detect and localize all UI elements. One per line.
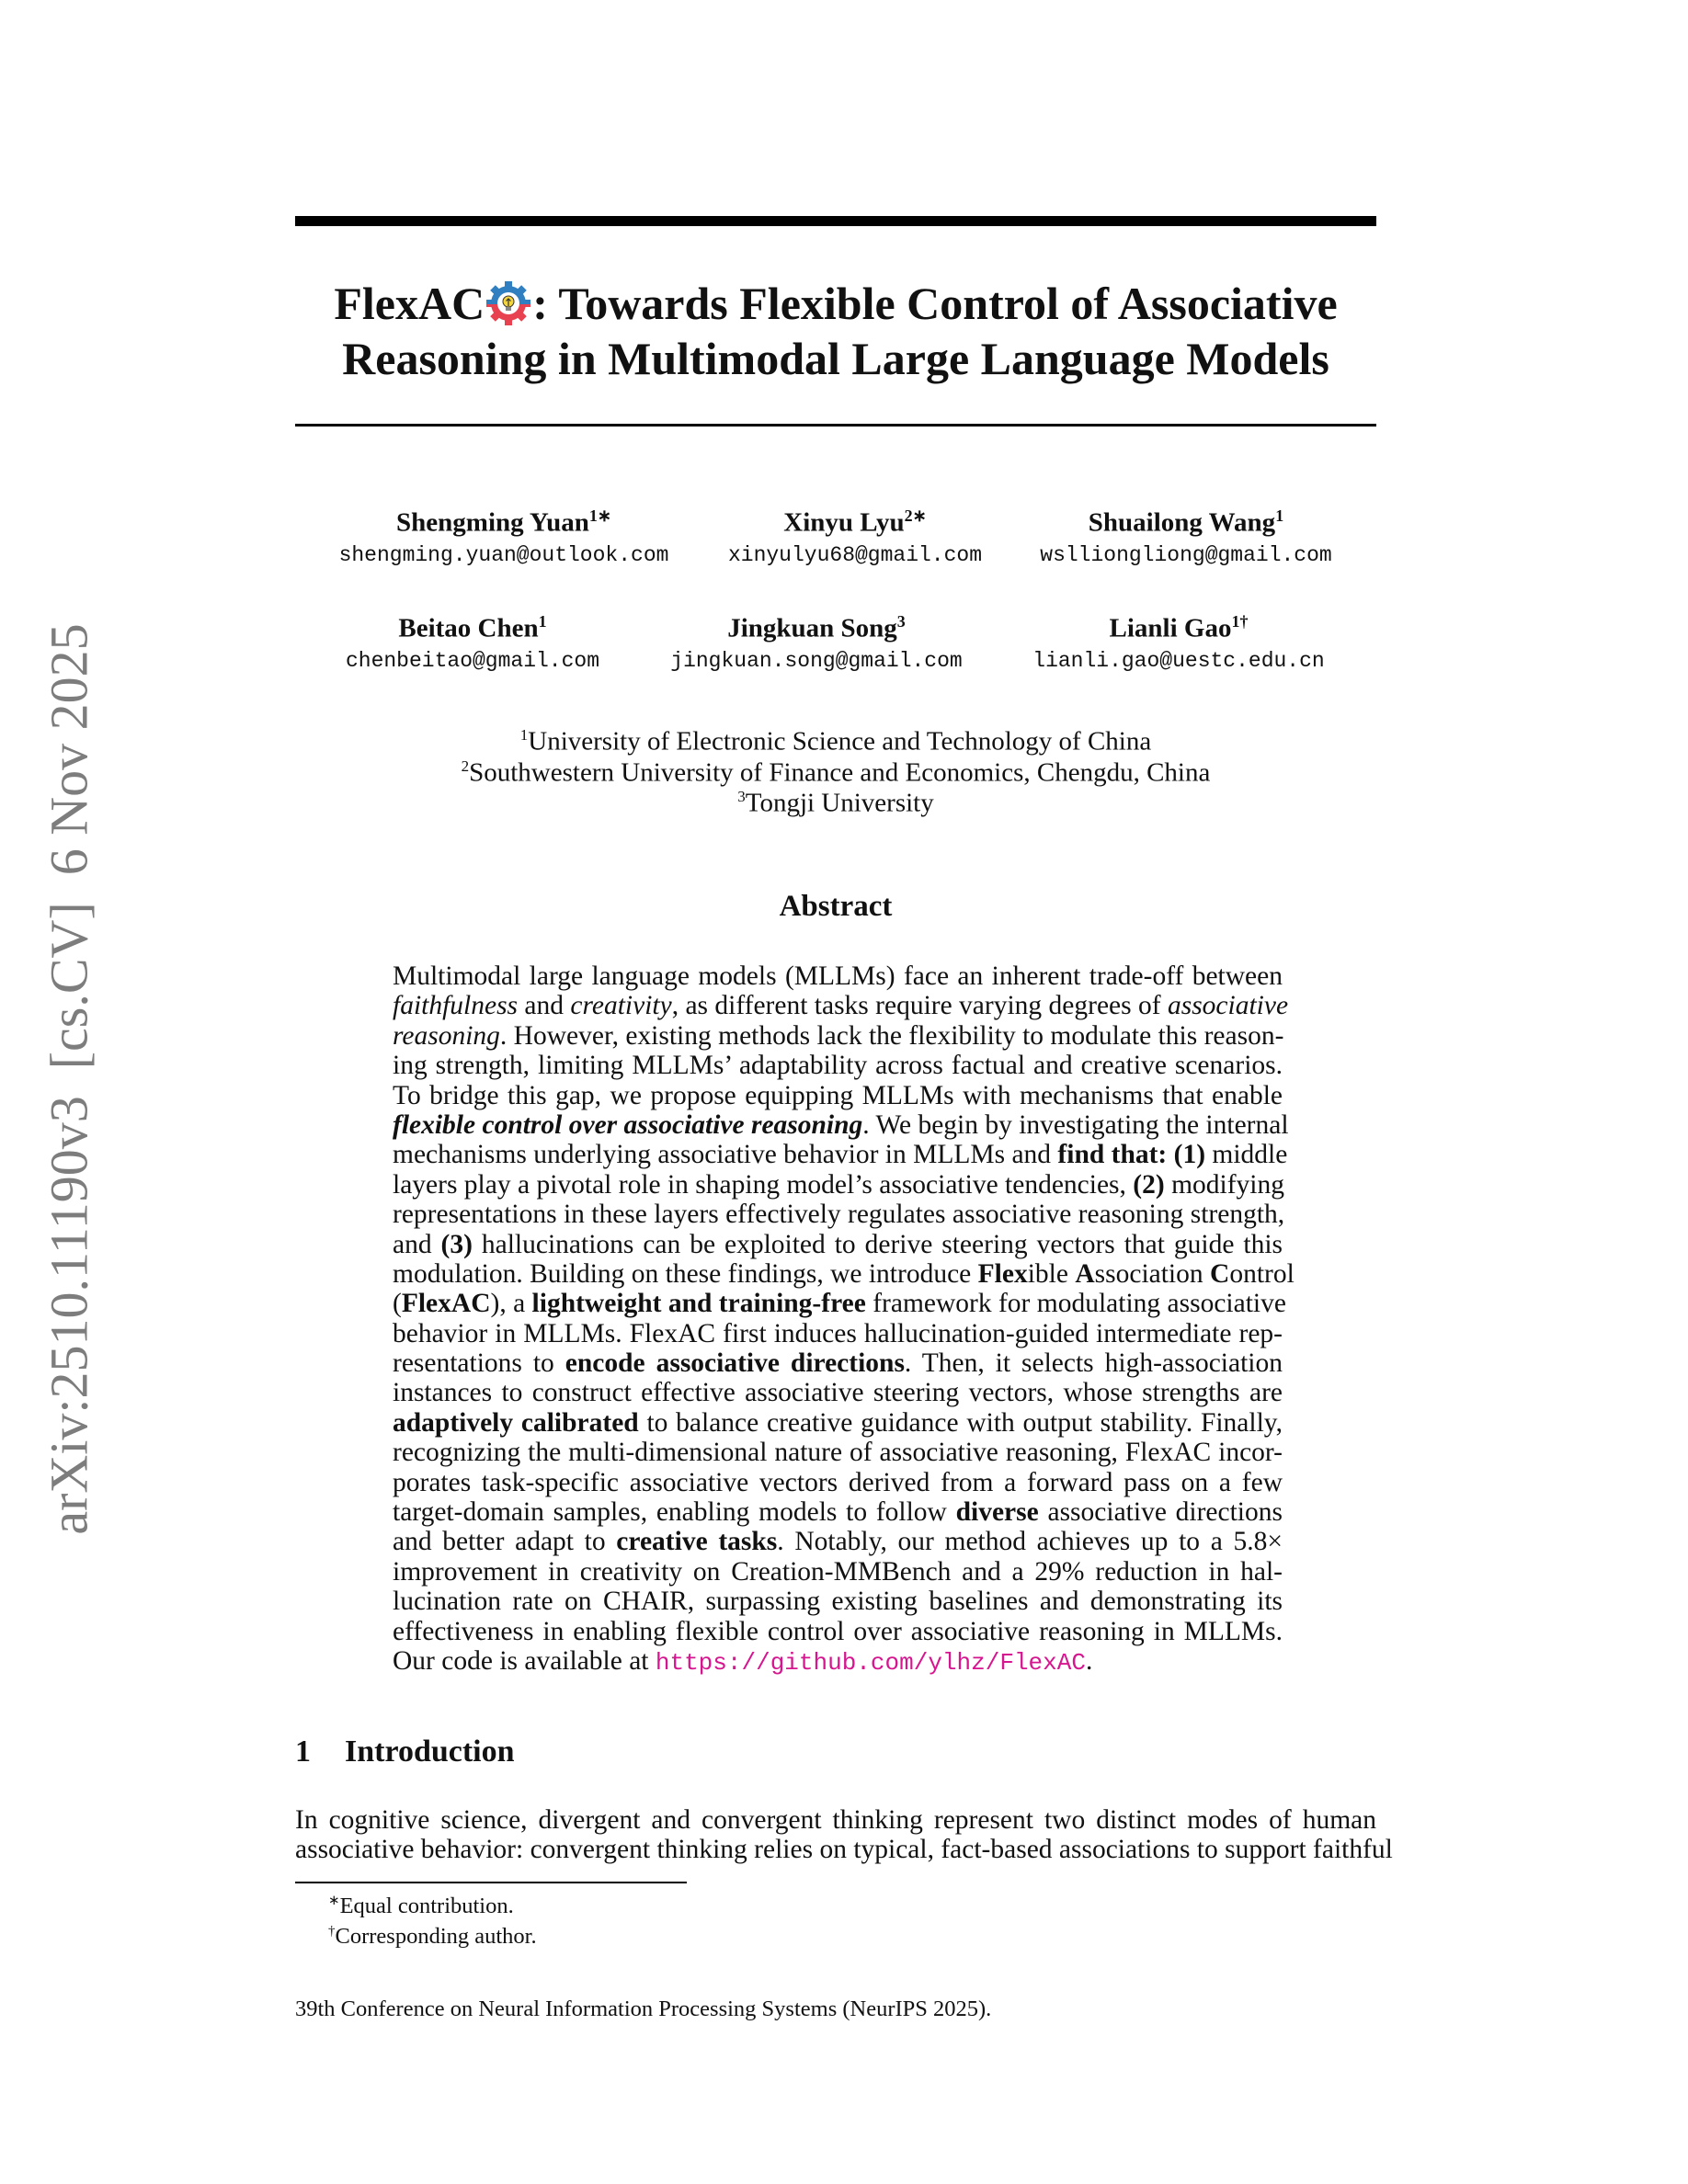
title-line-2: Reasoning in Multimodal Large Language Models	[342, 333, 1329, 384]
footnote	[328, 1917, 537, 1951]
author-name	[986, 606, 1372, 644]
affiliation	[295, 781, 1376, 819]
abstract-body	[393, 961, 1295, 1677]
author-email[interactable]: xinyulyu68@gmail.com	[727, 542, 983, 567]
gear-lightbulb-icon	[485, 280, 531, 326]
section-title: Introduction	[345, 1735, 515, 1769]
author-name-text: Xinyu Lyu	[783, 507, 905, 538]
abstract-text: associative	[1167, 991, 1289, 1021]
author-name-text: Beitao Chen	[398, 613, 539, 643]
abstract-text: and	[393, 1229, 441, 1259]
title-prefix: FlexAC	[334, 278, 485, 329]
author-affiliation-marker: 1	[538, 612, 547, 631]
abstract-line	[393, 1319, 1283, 1348]
abstract-text: . However, existing methods lack the flexibility to modulate this reason-	[499, 1020, 1284, 1051]
abstract-text: diverse	[955, 1497, 1039, 1528]
author-name	[311, 500, 697, 539]
author-name-text: Lianli Gao	[1109, 613, 1232, 643]
abstract-text: C	[1210, 1258, 1230, 1289]
intro-line: associative behavior: convergent thinking relies on typical, fact-based associations to support faithful	[295, 1835, 1393, 1865]
abstract-line	[393, 1497, 1283, 1527]
abstract-line	[393, 1587, 1283, 1616]
abstract-line	[393, 1646, 1283, 1676]
abstract-text: behavior in MLLMs. FlexAC first induces hallucination-guided intermediate rep-	[393, 1318, 1283, 1348]
section-number: 1	[295, 1735, 311, 1769]
abstract-text: (	[393, 1289, 402, 1319]
abstract-text: ontrol	[1229, 1258, 1295, 1289]
abstract-text: ), a	[490, 1289, 532, 1319]
author-email[interactable]: chenbeitao@gmail.com	[345, 648, 600, 673]
abstract-text: (2)	[1133, 1169, 1165, 1200]
author-email[interactable]: lianli.gao@uestc.edu.cn	[1032, 648, 1325, 673]
author-affiliation-marker: 2∗	[904, 506, 927, 525]
abstract-line	[393, 1408, 1283, 1438]
title-line-1	[295, 276, 1376, 331]
abstract-line	[393, 1200, 1283, 1229]
abstract-line	[393, 1258, 1295, 1289]
abstract-text: adaptively calibrated	[393, 1407, 639, 1438]
code-link[interactable]: https://github.com/ylhz/FlexAC	[655, 1648, 1086, 1677]
abstract-text: ible	[1027, 1258, 1076, 1289]
abstract-line	[393, 1140, 1288, 1170]
abstract-line	[393, 1109, 1289, 1140]
title-bottom-rule	[295, 424, 1376, 427]
author-name-text: Jingkuan Song	[727, 613, 897, 643]
arxiv-stamp: arXiv:2510.11190v3 [cs.CV] 6 Nov 2025	[39, 623, 99, 1535]
author-name-text: Shuailong Wang	[1088, 507, 1276, 538]
abstract-text: To bridge this gap, we propose equipping MLLMs with mechanisms that enable	[393, 1080, 1283, 1110]
abstract-text: . We begin by investigating the internal	[862, 1109, 1289, 1140]
abstract-text: porates task-specific associative vectors derived from a forward pass on a few	[393, 1467, 1283, 1497]
abstract-line	[393, 1348, 1283, 1378]
abstract-line	[393, 991, 1289, 1021]
abstract-line	[393, 1468, 1283, 1497]
footnote-text: Corresponding author.	[335, 1924, 537, 1950]
abstract-line	[393, 1230, 1283, 1259]
title-top-rule	[295, 216, 1376, 226]
abstract-line	[393, 1557, 1283, 1587]
abstract-text: encode associative directions	[565, 1348, 905, 1379]
abstract-line	[393, 1617, 1283, 1646]
abstract-line	[393, 1527, 1283, 1556]
abstract-text: Our code is available at	[393, 1645, 656, 1676]
abstract-text: instances to construct effective associative steering vectors, whose strengths are	[393, 1378, 1283, 1408]
abstract-line	[393, 1378, 1283, 1407]
footnote-text: Equal contribution.	[339, 1894, 514, 1919]
author-email[interactable]: shengming.yuan@outlook.com	[338, 542, 669, 567]
footnote-marker: †	[328, 1924, 336, 1939]
abstract-text: effectiveness in enabling flexible control over associative reasoning in MLLMs.	[393, 1616, 1283, 1646]
author-name-text: Shengming Yuan	[396, 507, 589, 538]
abstract-text: . Notably, our method achieves up to a 5.8×	[777, 1527, 1283, 1557]
abstract-text: . Then, it selects high-association	[904, 1348, 1283, 1379]
author-block	[662, 500, 1048, 571]
abstract-text: and better adapt to	[393, 1527, 617, 1557]
abstract-text: modulation. Building on these findings, we introduce	[393, 1258, 978, 1289]
title-suffix: : Towards Flexible Control of Associative	[532, 278, 1338, 329]
abstract-text: modifying	[1164, 1169, 1284, 1200]
abstract-text: Flex	[977, 1258, 1028, 1289]
abstract-heading: Abstract	[779, 890, 893, 923]
intro-paragraph	[295, 1805, 1393, 1865]
abstract-text: layers play a pivotal role in shaping model’s associative tendencies,	[393, 1169, 1134, 1200]
author-email[interactable]: jingkuan.song@gmail.com	[670, 648, 963, 673]
affiliation-text: University of Electronic Science and Technology of China	[528, 726, 1152, 756]
abstract-text: .	[1085, 1645, 1093, 1676]
affiliation-text: Tongji University	[745, 788, 934, 818]
abstract-line	[393, 1021, 1283, 1051]
author-name	[279, 606, 666, 644]
author-email[interactable]: wslliongliong@gmail.com	[1040, 542, 1332, 567]
abstract-text: FlexAC	[401, 1289, 491, 1319]
abstract-line	[393, 1051, 1283, 1080]
abstract-text: , as different tasks require varying degrees of	[671, 991, 1168, 1021]
abstract-text: flexible control over associative reasoning	[393, 1109, 863, 1140]
abstract-text: ssociation	[1094, 1258, 1211, 1289]
abstract-line	[393, 1438, 1283, 1467]
affiliation-marker: 3	[737, 788, 746, 805]
abstract-text: faithfulness	[393, 991, 519, 1021]
author-name	[623, 606, 1009, 644]
abstract-text: find that: (1)	[1057, 1140, 1206, 1170]
author-block	[279, 606, 666, 677]
affiliation-marker: 1	[519, 726, 529, 744]
author-block	[993, 500, 1379, 571]
abstract-text: to balance creative guidance with output stability. Finally,	[638, 1407, 1283, 1438]
abstract-text: associative directions	[1038, 1497, 1283, 1528]
abstract-text: lightweight and training-free	[531, 1289, 866, 1319]
abstract-text: creative tasks	[616, 1527, 778, 1557]
abstract-line	[393, 1170, 1283, 1200]
author-block	[311, 500, 697, 571]
author-affiliation-marker: 1	[1275, 506, 1284, 525]
author-block	[623, 606, 1009, 677]
abstract-text: mechanisms underlying associative behavior in MLLMs and	[393, 1140, 1058, 1170]
author-name	[662, 500, 1048, 539]
author-block	[986, 606, 1372, 677]
affiliation-text: Southwestern University of Finance and Economics, Chengdu, China	[469, 757, 1211, 788]
abstract-text: lucination rate on CHAIR, surpassing existing baselines and demonstrating its	[393, 1587, 1283, 1617]
affiliation-marker: 2	[461, 757, 470, 775]
abstract-text: framework for modulating associative	[865, 1289, 1286, 1319]
footnote-rule	[295, 1882, 687, 1883]
abstract-text: creativity	[570, 991, 672, 1021]
abstract-text: and	[518, 991, 571, 1021]
abstract-text: A	[1075, 1258, 1095, 1289]
author-name	[993, 500, 1379, 539]
author-affiliation-marker: 1∗	[588, 506, 611, 525]
footnote-marker: ∗	[328, 1894, 340, 1908]
abstract-text: (3)	[440, 1229, 473, 1259]
author-affiliation-marker: 3	[896, 612, 906, 631]
abstract-line	[393, 961, 1283, 991]
abstract-text: representations in these layers effectively regulates associative reasoning strength,	[393, 1200, 1285, 1230]
abstract-text: hallucinations can be exploited to derive steering vectors that guide this	[472, 1229, 1283, 1259]
abstract-text: reasoning	[393, 1020, 500, 1051]
abstract-text: Multimodal large language models (MLLMs) face an inherent trade-off between	[393, 961, 1283, 991]
abstract-line	[393, 1081, 1283, 1110]
abstract-text: middle	[1205, 1140, 1288, 1170]
abstract-text: recognizing the multi-dimensional nature of associative reasoning, FlexAC incor-	[393, 1438, 1283, 1468]
intro-line: In cognitive science, divergent and convergent thinking represent two distinct modes of human	[295, 1805, 1376, 1835]
abstract-text: target-domain samples, enabling models to follow	[393, 1497, 956, 1528]
abstract-text: improvement in creativity on Creation-MMBench and a 29% reduction in hal-	[393, 1556, 1283, 1587]
abstract-text: resentations to	[393, 1348, 565, 1379]
abstract-text: ing strength, limiting MLLMs’ adaptability across factual and creative scenarios.	[393, 1051, 1283, 1081]
conference-note: 39th Conference on Neural Information Processing Systems (NeurIPS 2025).	[295, 1996, 992, 2021]
author-affiliation-marker: 1†	[1231, 612, 1249, 631]
abstract-line	[393, 1289, 1286, 1319]
